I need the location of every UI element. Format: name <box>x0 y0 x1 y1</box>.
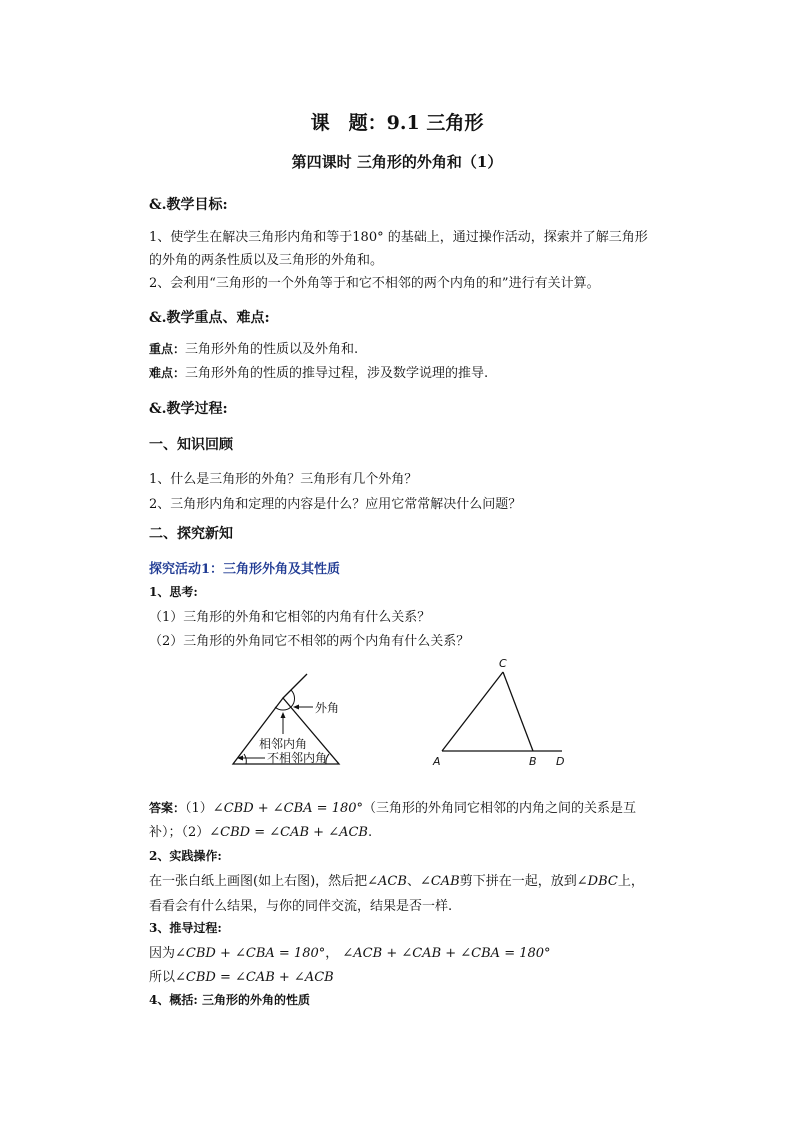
review-question-1: 1、什么是三角形的外角？三角形有几个外角？ <box>149 472 418 487</box>
answer-line-1 <box>149 797 636 816</box>
answer-line-1-text: （三角形的外角同它相邻的内角之间的关系是互 <box>363 801 637 816</box>
nonadjacent-angle-arc-left <box>244 754 246 764</box>
summary-line <box>149 991 310 1008</box>
label-nonadjacent-angle: 不相邻内角 <box>267 751 328 765</box>
practice-angle-cab: ∠CAB <box>419 874 460 889</box>
objective-1-line-1: 1、使学生在解决三角形内角和等于180° 的基础上，通过操作活动，探索并了解三角形 <box>149 230 648 245</box>
side-cb <box>503 672 533 751</box>
activity-title: 探究活动1：三角形外角及其性质 <box>149 562 341 577</box>
hard-text: 三角形外角的性质的推导过程，涉及数学说理的推导. <box>185 366 489 381</box>
answer-line-2-prefix: 补）；（2） <box>149 825 210 840</box>
practice-angle-dbc: ∠DBC <box>576 874 618 889</box>
practice-angle-acb: ∠ACB <box>367 874 407 889</box>
adjacent-angle-arc <box>275 707 291 710</box>
exterior-angle-arc <box>291 690 295 707</box>
review-question-2: 2、三角形内角和定理的内容是什么？应用它常常解决什么问题？ <box>149 497 522 512</box>
key-label: 重点： <box>149 342 186 356</box>
side-ac <box>442 672 503 751</box>
triangle-abc-figure <box>425 655 575 770</box>
hard-point-line <box>149 362 488 381</box>
think-label: 1、思考: <box>149 585 198 599</box>
label-adjacent-angle: 相邻内角 <box>259 737 308 751</box>
summary-label: 4、概括: <box>149 993 198 1007</box>
answer-formula-2: ∠CBD = ∠CAB + ∠ACB <box>209 825 368 840</box>
answer-formula-1: ∠CBD + ∠CBA = 180° <box>212 801 364 816</box>
answer-part-1-prefix: （1） <box>185 801 213 816</box>
answer-line-2 <box>149 821 372 840</box>
derivation-because: 因为 <box>149 946 176 961</box>
point-d-label: D <box>556 755 565 768</box>
key-points-heading: &.教学重点、难点: <box>149 310 270 326</box>
review-heading: 一、知识回顾 <box>149 437 233 453</box>
page-title: 课 题：9.1 三角形 <box>310 112 484 134</box>
vertex-a-label: A <box>433 755 441 768</box>
think-question-2: （2）三角形的外角同它不相邻的两个内角有什么关系？ <box>149 634 470 649</box>
exterior-angle-figure <box>225 670 355 775</box>
practice-text-b: 、 <box>406 874 420 889</box>
key-point-line <box>149 338 358 357</box>
derivation-formula-2: ∠ACB + ∠CAB + ∠CBA = 180° <box>342 946 551 961</box>
think-question-1: （1）三角形的外角和它相邻的内角有什么关系？ <box>149 610 431 625</box>
practice-line-1 <box>149 870 644 889</box>
answer-line-2-end: . <box>367 825 373 840</box>
objective-2: 2、会利用“三角形的一个外角等于和它不相邻的两个内角的和”进行有关计算。 <box>149 276 600 291</box>
practice-text-c: 剪下拼在一起，放到 <box>459 874 577 889</box>
page-subtitle: 第四课时 三角形的外角和（1） <box>291 153 503 171</box>
derivation-formula-3: ∠CBD = ∠CAB + ∠ACB <box>175 970 334 985</box>
adjacent-pointer-arrow <box>281 712 286 718</box>
vertex-c-label: C <box>499 657 507 670</box>
practice-text-a: 在一张白纸上画图(如上右图)，然后把 <box>149 874 368 889</box>
derivation-label: 3、推导过程: <box>149 921 222 935</box>
practice-label: 2、实践操作: <box>149 849 222 863</box>
practice-line-2: 看看会有什么结果，与你的同伴交流，结果是否一样. <box>149 899 453 914</box>
derivation-therefore: 所以 <box>149 970 176 985</box>
objectives-heading: &.教学目标: <box>149 197 228 213</box>
objective-1-line-2: 的外角的两条性质以及三角形的外角和。 <box>149 253 384 268</box>
practice-text-d: 上， <box>617 874 644 889</box>
explore-heading: 二、探究新知 <box>149 526 233 542</box>
label-exterior-angle: 外角 <box>315 701 340 715</box>
answer-label: 答案： <box>149 801 186 815</box>
nonadjacent-pointer-arrow <box>237 756 243 761</box>
derivation-formula-1: ∠CBD + ∠CBA = 180° <box>175 946 326 961</box>
hard-label: 难点： <box>149 366 186 380</box>
derivation-line-1 <box>149 942 551 961</box>
vertex-b-label: B <box>529 755 537 768</box>
process-heading: &.教学过程: <box>149 401 228 417</box>
key-text: 三角形外角的性质以及外角和. <box>185 342 359 357</box>
summary-text: 三角形的外角的性质 <box>201 993 310 1007</box>
derivation-line-2 <box>149 966 334 985</box>
extended-side-line <box>283 674 307 698</box>
exterior-pointer-arrow <box>293 705 299 710</box>
derivation-comma: ， <box>325 946 339 961</box>
